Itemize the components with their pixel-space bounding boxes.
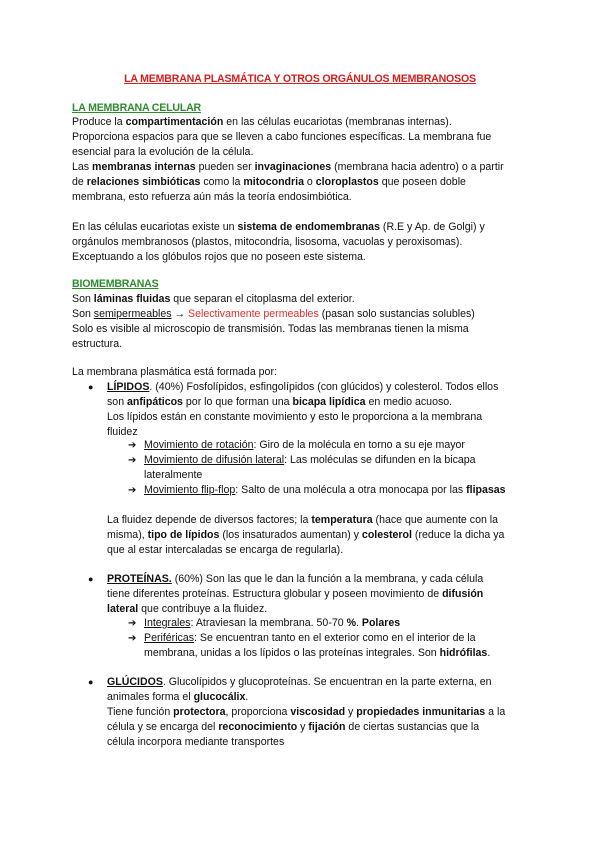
text-line: Proporciona espacios para que se lleven a cabo funciones específicas. La membrana fue [72, 131, 492, 143]
text-line: estructura. [72, 338, 123, 350]
text-line: membrana, unidas a los lípidos o las proteínas integrales. Son hidrófilas. [144, 647, 491, 659]
text-line: célula y se encarga del reconocimiento y fijación de ciertas sustancias que la [107, 721, 480, 733]
text-line: Las membranas internas pueden ser invaginaciones (membrana hacia adentro) o a partir [72, 161, 504, 173]
list-item-lipidos [107, 380, 532, 440]
paragraph-fluidez [107, 513, 532, 558]
arrow-icon: ➔ [128, 618, 137, 629]
text-line: misma), tipo de lípidos (los insaturados aumentan) y colesterol (reduce la dicha ya [107, 529, 505, 541]
text-line: membrana, esto refuerza aún más la teoría endosimbiótica. [72, 191, 352, 203]
text-line: La fluidez depende de diversos factores; la temperatura (hace que aumente con la [107, 514, 499, 526]
sub-item-integrales: Integrales: Atraviesan la membrana. 50-70 %. Polares [144, 617, 401, 629]
text-line: GLÚCIDOS. Glucolípidos y glucoproteínas. Se encuentran en la parte externa, en [107, 676, 492, 688]
text-line: que al estar intercaladas se encarga de regularla). [107, 544, 344, 556]
text-line: lateral que contribuye a la fluidez. [107, 603, 268, 615]
arrow-icon: ➔ [128, 485, 137, 496]
text-line: Los lípidos están en constante movimiento y esto le proporciona a la membrana [107, 411, 483, 423]
text-line: Son semipermeables → Selectivamente permeables (pasan solo sustancias solubles) [72, 308, 475, 320]
sub-item-perifericas [144, 631, 530, 661]
text-line: orgánulos membranosos (plastos, mitocondria, lisosoma, vacuolas y peroxisomas). [72, 236, 463, 248]
text-line: Periféricas: Se encuentran tanto en el exterior como en el interior de la [144, 632, 476, 644]
text-line: de relaciones simbióticas como la mitocondria o cloroplastos que poseen doble [72, 176, 466, 188]
text-line: Son láminas fluidas que separan el citoplasma del exterior. [72, 293, 355, 305]
text-line: son anfipáticos por lo que forman una bicapa lipídica en medio acuoso. [107, 396, 453, 408]
text-line: esencial para la evolución de la célula. [72, 146, 254, 158]
heading-membrana-celular: LA MEMBRANA CELULAR [72, 102, 201, 114]
text-line: Solo es visible al microscopio de transmisión. Todas las membranas tienen la misma [72, 323, 469, 335]
arrow-icon: ➔ [128, 633, 137, 644]
text-line: animales forma el glucocálix. [107, 691, 249, 703]
text-line: fluidez [107, 426, 138, 438]
heading-biomembranas: BIOMEMBRANAS [72, 278, 159, 290]
text-line: lateralmente [144, 469, 203, 481]
page-title: LA MEMBRANA PLASMÁTICA Y OTROS ORGÁNULOS MEMBRANOSOS [124, 73, 476, 85]
bullet-icon: ● [88, 382, 94, 392]
text-line: Produce la compartimentación en las células eucariotas (membranas internas). [72, 116, 452, 128]
text-line: Movimiento de difusión lateral: Las moléculas se difunden en la bicapa [144, 454, 476, 466]
paragraph-biomembranas [72, 292, 532, 352]
arrow-icon: ➔ [128, 440, 137, 451]
text-line: tiene diferentes proteínas. Estructura globular y poseen movimiento de difusión [107, 588, 484, 600]
sub-item-rotacion: Movimiento de rotación: Giro de la molécula en torno a su eje mayor [144, 439, 465, 451]
text-line: Tiene función protectora, proporciona viscosidad y propiedades inmunitarias a la [107, 706, 506, 718]
text-line: En las células eucariotas existe un sistema de endomembranas (R.E y Ap. de Golgi) y [72, 221, 485, 233]
paragraph-membrana-celular [72, 115, 532, 205]
intro-line: La membrana plasmática está formada por: [72, 366, 277, 378]
text-line: célula incorpora mediante transportes [107, 736, 285, 748]
list-item-glucidos [107, 675, 532, 750]
paragraph-endomembranas [72, 220, 532, 265]
bullet-icon: ● [88, 574, 94, 584]
sub-item-difusion [144, 453, 530, 483]
arrow-icon: ➔ [128, 455, 137, 466]
bullet-icon: ● [88, 677, 94, 687]
text-line: PROTEÍNAS. (60%) Son las que le dan la función a la membrana, y cada célula [107, 573, 484, 585]
text-line: Exceptuando a los glóbulos rojos que no poseen este sistema. [72, 251, 366, 263]
text-line: LÍPIDOS. (40%) Fosfolípidos, esfingolípidos (con glúcidos) y colesterol. Todos ellos [107, 381, 499, 393]
sub-item-flip-flop: Movimiento flip-flop: Salto de una molécula a otra monocapa por las flipasas [144, 484, 506, 496]
list-item-proteinas [107, 572, 532, 617]
